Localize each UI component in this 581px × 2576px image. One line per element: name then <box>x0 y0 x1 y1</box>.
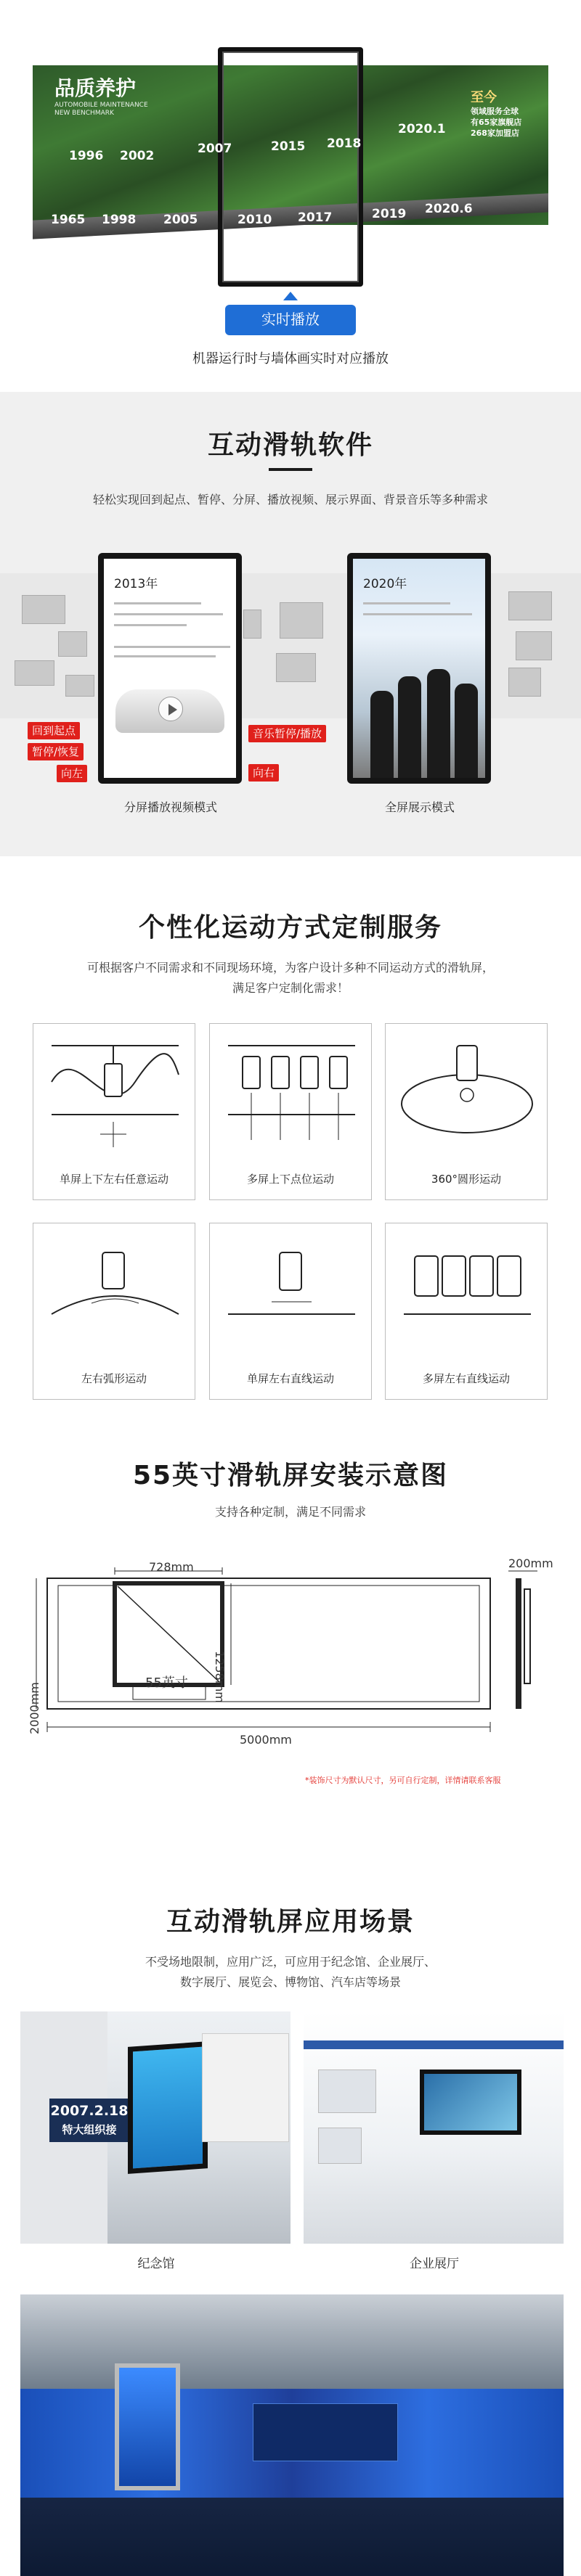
slide-screen <box>115 2363 180 2490</box>
motion-card-arc <box>33 1223 195 1400</box>
section-description-line: 可根据客户不同需求和不同现场环境，为客户设计多种不同运动方式的滑轨屏， <box>86 961 494 975</box>
timeline-year: 2017 <box>298 210 333 225</box>
slide-screen <box>420 2070 521 2135</box>
timeline-year: 2010 <box>237 213 272 227</box>
tag-right: 向右 <box>248 764 279 782</box>
section-description-line: 数字展厅、展览会、博物馆、汽车店等场景 <box>179 1975 401 1989</box>
banner-subtitle: AUTOMOBILE MAINTENANCE NEW BENCHMARK <box>54 102 148 117</box>
card-label: 360°圆形运动 <box>431 1173 502 1186</box>
motion-card-single-free <box>33 1023 195 1200</box>
banner-callout <box>471 87 543 139</box>
slide-screen <box>128 2041 208 2174</box>
card-label: 多屏左右直线运动 <box>422 1372 510 1385</box>
timeline-year: 2015 <box>271 139 306 154</box>
enterprise-hall-photo <box>304 2011 564 2244</box>
wall-photo-thumbnail <box>508 668 541 697</box>
split-screen-tablet <box>98 553 242 784</box>
timeline-year: 2020.6 <box>425 202 473 216</box>
split-mode-label: 分屏播放视频模式 <box>123 800 217 814</box>
dimension-height: 1258mm <box>213 1651 227 1703</box>
motion-card-single-linear <box>209 1223 372 1400</box>
timeline-year: 2005 <box>163 213 198 227</box>
callout-heading: 至今 <box>471 90 497 105</box>
section-description-line: 不受场地限制，应用广泛，可应用于纪念馆、企业展厅、 <box>145 1955 436 1969</box>
scene-label-memorial: 纪念馆 <box>137 2257 175 2271</box>
timeline-year: 2007 <box>198 141 232 156</box>
application-scenes-section <box>0 1850 581 2576</box>
card-label: 左右弧形运动 <box>81 1372 147 1385</box>
section-title: 个性化运动方式定制服务 <box>138 913 442 943</box>
arrow-up-icon <box>283 292 298 300</box>
wall-photo-thumbnail <box>22 595 65 624</box>
banner-title: 品质养护 <box>54 76 137 100</box>
timeline-year: 2020.1 <box>398 122 446 136</box>
fullscreen-mode-label: 全屏展示模式 <box>384 800 455 814</box>
wall-photo-thumbnail <box>65 675 94 697</box>
section-title: 互动滑轨软件 <box>207 430 373 460</box>
screen-size-label: 55英寸 <box>145 1675 188 1691</box>
tag-back-to-start: 回到起点 <box>28 722 80 739</box>
memorial-sign-text: 特大组织接 <box>62 2123 117 2136</box>
memorial-date-sign <box>49 2099 129 2142</box>
section-title: 55英寸滑轨屏安装示意图 <box>132 1461 449 1490</box>
dashboard-panel <box>253 2403 398 2461</box>
memorial-hall-photo <box>20 2011 290 2244</box>
live-play-caption: 机器运行时与墙体画实时对应播放 <box>192 351 389 366</box>
scene-label-enterprise: 企业展厅 <box>410 2257 459 2271</box>
wall-photo-thumbnail <box>15 660 54 686</box>
wall-photo-thumbnail <box>58 631 87 657</box>
business-person-figure <box>398 676 421 778</box>
slide-rail-screen-frame <box>218 47 363 287</box>
text-line <box>114 602 201 604</box>
timeline-year: 2002 <box>120 149 155 163</box>
timeline-year: 1998 <box>102 213 137 227</box>
text-line <box>114 655 216 657</box>
play-icon[interactable] <box>158 697 183 721</box>
blue-rail-strip <box>304 2040 564 2049</box>
live-play-button[interactable]: 实时播放 <box>225 305 356 335</box>
section-title: 互动滑轨屏应用场景 <box>166 1907 415 1937</box>
timeline-year: 2018 <box>327 136 362 151</box>
exhibit-panel <box>202 2033 289 2142</box>
timeline-year: 1965 <box>51 213 86 227</box>
wall-photo-thumbnail <box>516 631 552 660</box>
memorial-date: 2007.2.18 <box>50 2103 129 2119</box>
callout-line: 268家加盟店 <box>471 128 519 138</box>
software-section <box>0 392 581 856</box>
text-line <box>114 646 230 648</box>
timeline-year: 1996 <box>69 149 104 163</box>
wall-photo-thumbnail <box>276 653 316 682</box>
card-label: 多屏上下点位运动 <box>246 1173 334 1186</box>
tablet-year: 2013年 <box>114 577 158 591</box>
exhibit-panel <box>318 2128 362 2164</box>
dimension-wall-height: 2000mm <box>28 1682 41 1734</box>
digital-hall-photo <box>20 2294 564 2576</box>
dimension-depth: 200mm <box>508 1556 553 1570</box>
text-line <box>363 602 450 604</box>
software-wall-strip <box>0 573 581 718</box>
text-line <box>114 624 187 626</box>
timeline-year: 2019 <box>372 207 407 221</box>
exhibit-panel <box>318 2070 376 2113</box>
installation-diagram <box>0 1517 581 1836</box>
dimension-wall-width: 5000mm <box>240 1733 292 1747</box>
tag-pause-resume: 暂停/恢复 <box>28 743 84 760</box>
card-label: 单屏左右直线运动 <box>246 1372 334 1385</box>
text-line <box>363 613 472 615</box>
wall-photo-thumbnail <box>508 591 552 620</box>
card-label: 单屏上下左右任意运动 <box>59 1173 168 1186</box>
callout-line: 领域服务全球 <box>471 107 519 116</box>
tag-music-toggle: 音乐暂停/播放 <box>248 725 326 742</box>
business-person-figure <box>427 669 450 778</box>
motion-card-multi-linear <box>385 1223 548 1400</box>
motion-card-multi-vertical <box>209 1023 372 1200</box>
wall-photo-thumbnail <box>243 610 261 639</box>
timeline-banner-section <box>0 0 581 392</box>
section-description: 支持各种定制，满足不同需求 <box>214 1505 366 1519</box>
business-person-figure <box>455 684 478 778</box>
custom-size-note: *装饰尺寸为默认尺寸，另可自行定制，详情请联系客服 <box>305 1776 501 1785</box>
custom-motion-section <box>0 856 581 1437</box>
tag-left: 向左 <box>57 765 87 782</box>
tablet-year: 2020年 <box>363 577 407 591</box>
business-person-figure <box>370 691 394 778</box>
wall-photo-thumbnail <box>280 602 323 639</box>
section-description-line: 满足客户定制化需求！ <box>232 981 349 995</box>
installation-section <box>0 1437 581 1850</box>
fullscreen-tablet <box>347 553 491 784</box>
text-line <box>114 613 223 615</box>
title-underline <box>269 468 312 471</box>
motion-card-circular <box>385 1023 548 1200</box>
dimension-width: 728mm <box>149 1560 194 1574</box>
section-description: 轻松实现回到起点、暂停、分屏、播放视频、展示界面、背景音乐等多种需求 <box>92 493 488 506</box>
callout-line: 有65家旗舰店 <box>471 118 522 127</box>
